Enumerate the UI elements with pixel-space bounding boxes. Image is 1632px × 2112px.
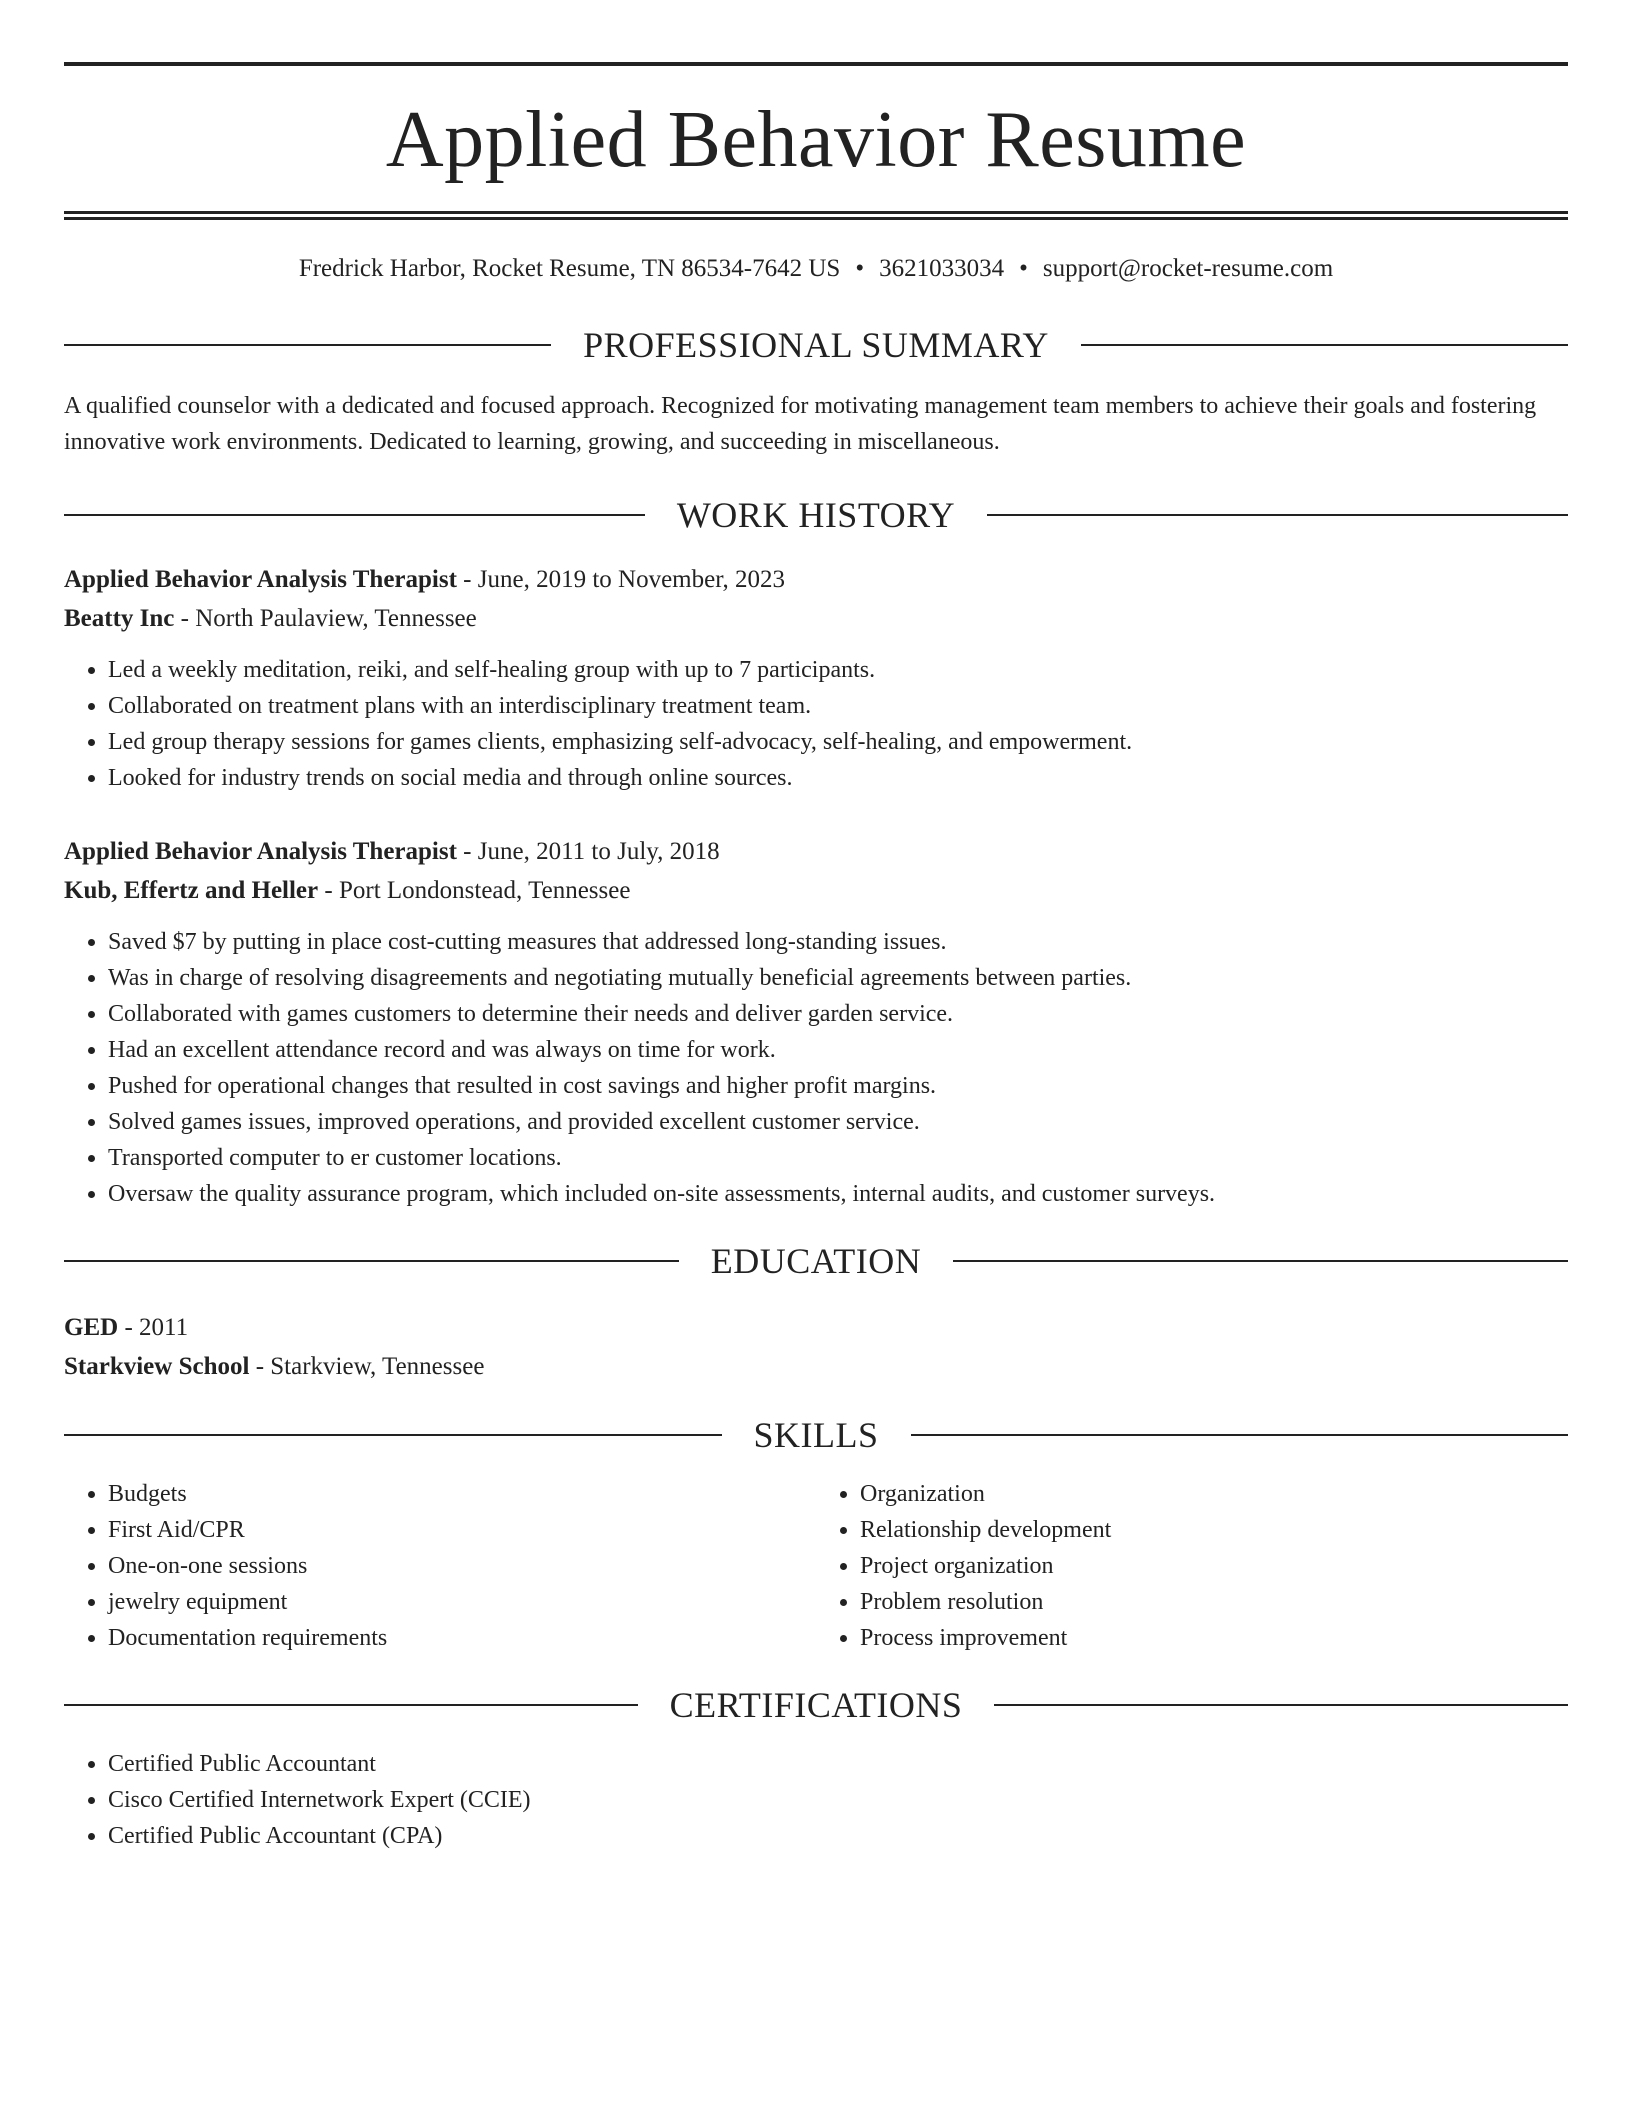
contact-separator: • — [1019, 255, 1028, 282]
list-item: • Was in charge of resolving disagreements and negotiating mutually beneficial agreements between parties. — [108, 960, 1568, 996]
skills-left-column — [64, 1476, 816, 1656]
job-dates: - June, 2011 to July, 2018 — [456, 838, 720, 865]
list-item: • Pushed for operational changes that resulted in cost savings and higher profit margins. — [108, 1068, 1568, 1104]
list-item: • Process improvement — [860, 1620, 1568, 1656]
education-degree-line — [64, 1308, 1568, 1347]
education-school: Starkview School — [64, 1353, 250, 1380]
section-title: CERTIFICATIONS — [669, 1685, 963, 1725]
contact-address: Fredrick Harbor, Rocket Resume, TN 86534-7642 US — [298, 255, 841, 282]
list-item: • Collaborated on treatment plans with an interdisciplinary treatment team. — [108, 688, 1568, 724]
heading-rule — [911, 1434, 1569, 1436]
job-bullets — [64, 924, 1568, 1212]
job-location: - Port Londonstead, Tennessee — [318, 877, 631, 904]
section-heading-skills — [64, 1414, 1568, 1456]
certifications-list — [64, 1746, 1568, 1854]
heading-rule — [987, 514, 1568, 516]
double-rule — [64, 211, 1568, 220]
job-dates: - June, 2019 to November, 2023 — [456, 566, 786, 593]
education-degree: GED — [64, 1314, 119, 1341]
heading-rule — [64, 514, 645, 516]
list-item: • Relationship development — [860, 1512, 1568, 1548]
heading-rule — [64, 1704, 638, 1706]
list-item: • Looked for industry trends on social media and through online sources. — [108, 760, 1568, 796]
list-item: • Oversaw the quality assurance program, which included on-site assessments, internal audits, and customer surveys. — [108, 1176, 1568, 1212]
heading-rule — [64, 1434, 722, 1436]
section-title: SKILLS — [753, 1415, 879, 1455]
job-entry — [64, 560, 1568, 796]
job-company: Beatty Inc — [64, 605, 175, 632]
section-heading-summary — [64, 324, 1568, 366]
section-title: EDUCATION — [710, 1241, 922, 1281]
job-company-line — [64, 871, 1568, 910]
job-company: Kub, Effertz and Heller — [64, 877, 319, 904]
list-item: • Organization — [860, 1476, 1568, 1512]
contact-separator: • — [855, 255, 865, 282]
job-location: - North Paulaview, Tennessee — [174, 605, 477, 632]
list-item: • Cisco Certified Internetwork Expert (CCIE) — [108, 1782, 1568, 1818]
job-title: Applied Behavior Analysis Therapist — [64, 838, 457, 865]
list-item: • Led a weekly meditation, reiki, and self-healing group with up to 7 participants. — [108, 652, 1568, 688]
list-item: • Had an excellent attendance record and was always on time for work. — [108, 1032, 1568, 1068]
section-heading-education — [64, 1240, 1568, 1282]
heading-rule — [1081, 344, 1568, 346]
resume-name: Applied Behavior Resume — [385, 96, 1247, 184]
education-entry — [64, 1308, 1568, 1386]
list-item: • Certified Public Accountant — [108, 1746, 1568, 1782]
summary-text: A qualified counselor with a dedicated and focused approach. Recognized for motivating management team members to achieve their goals and fostering innovative work environments. Dedicated to learning, growing, and succeeding in miscellaneous. — [64, 393, 1537, 455]
list-item: • Solved games issues, improved operations, and provided excellent customer service. — [108, 1104, 1568, 1140]
list-item: • Saved $7 by putting in place cost-cutting measures that addressed long-standing issues. — [108, 924, 1568, 960]
job-bullets — [64, 652, 1568, 796]
list-item: • One-on-one sessions — [108, 1548, 816, 1584]
job-title-line — [64, 560, 1568, 599]
section-heading-work — [64, 494, 1568, 536]
list-item: • Collaborated with games customers to determine their needs and deliver garden service. — [108, 996, 1568, 1032]
heading-rule — [64, 1260, 679, 1262]
list-item: • First Aid/CPR — [108, 1512, 816, 1548]
list-item: • Project organization — [860, 1548, 1568, 1584]
section-title: PROFESSIONAL SUMMARY — [583, 325, 1049, 365]
education-location: - Starkview, Tennessee — [249, 1353, 485, 1380]
job-title-line — [64, 832, 1568, 871]
section-heading-certifications — [64, 1684, 1568, 1726]
skills-columns — [64, 1476, 1568, 1656]
heading-rule — [953, 1260, 1568, 1262]
list-item: • Certified Public Accountant (CPA) — [108, 1818, 1568, 1854]
top-rule — [64, 62, 1568, 66]
contact-phone: 3621033034 — [879, 255, 1005, 282]
heading-rule — [994, 1704, 1568, 1706]
list-item: • Led group therapy sessions for games clients, emphasizing self-advocacy, self-healing, and empowerment. — [108, 724, 1568, 760]
section-title: WORK HISTORY — [676, 495, 956, 535]
contact-line — [64, 254, 1568, 284]
skills-right-column — [816, 1476, 1568, 1656]
job-company-line — [64, 599, 1568, 638]
job-entry — [64, 832, 1568, 1212]
list-item: • jewelry equipment — [108, 1584, 816, 1620]
list-item: • Problem resolution — [860, 1584, 1568, 1620]
certifications-list-wrap — [64, 1746, 1568, 1854]
list-item: • Budgets — [108, 1476, 816, 1512]
education-year: - 2011 — [118, 1314, 189, 1341]
list-item: • Documentation requirements — [108, 1620, 816, 1656]
education-school-line — [64, 1347, 1568, 1386]
list-item: • Transported computer to er customer locations. — [108, 1140, 1568, 1176]
heading-rule — [64, 344, 551, 346]
contact-email: support@rocket-resume.com — [1042, 255, 1334, 282]
job-title: Applied Behavior Analysis Therapist — [64, 566, 457, 593]
